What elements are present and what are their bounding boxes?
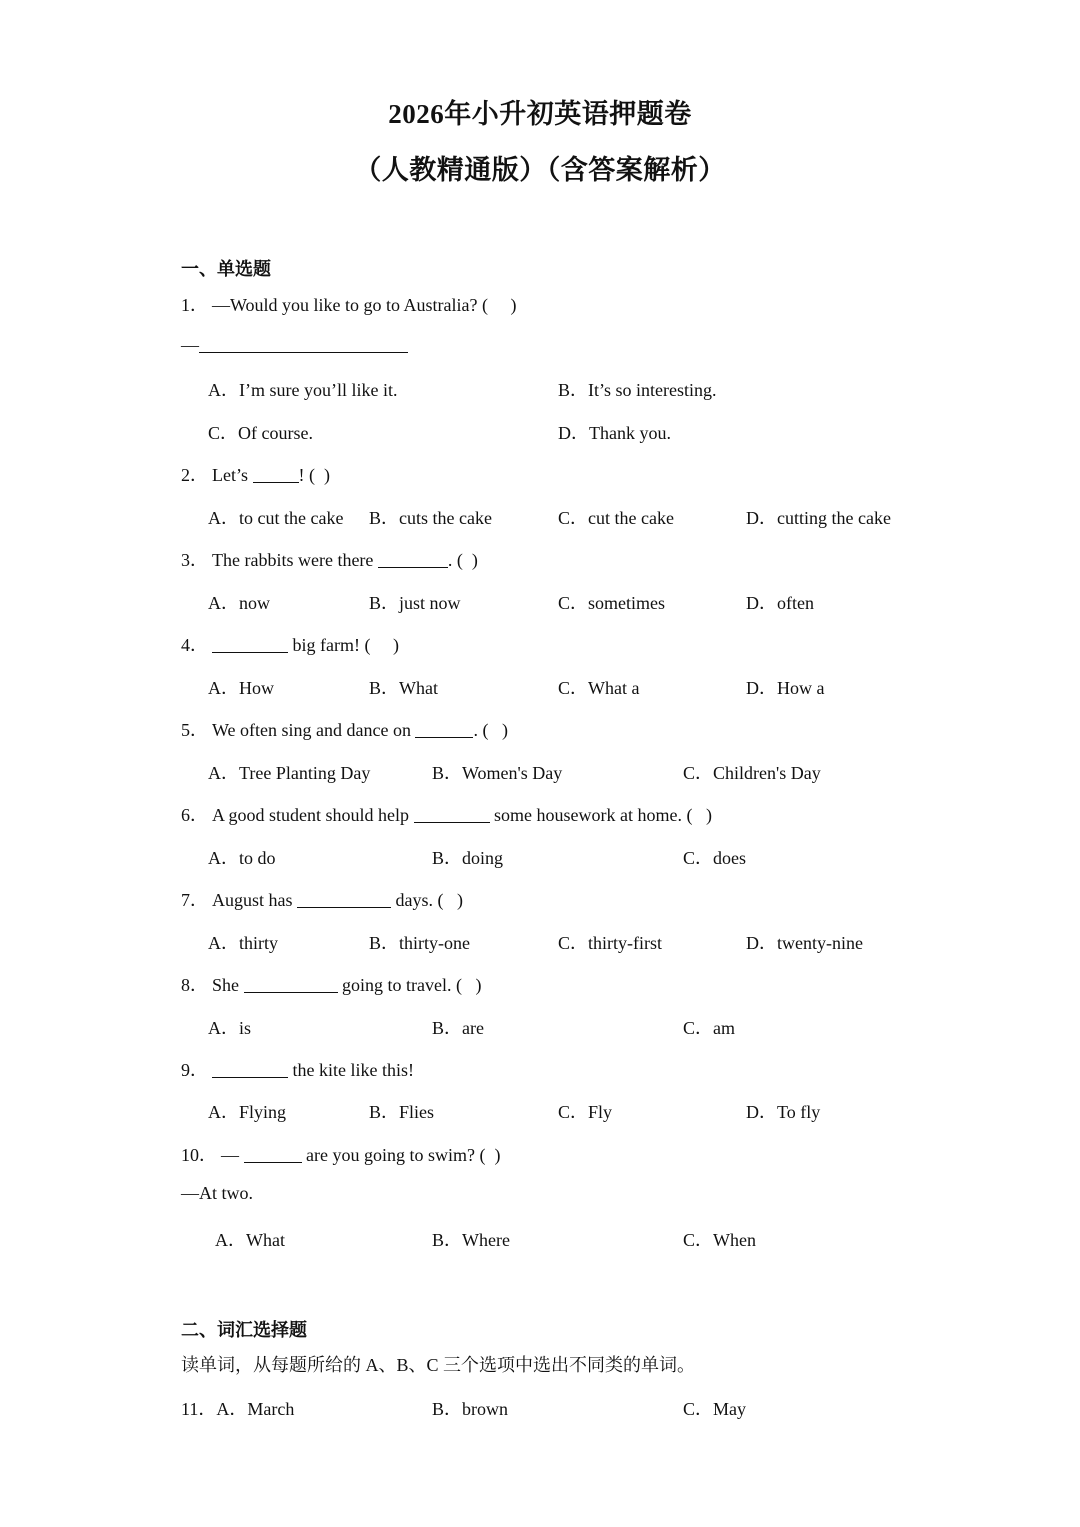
- answer-blank: [415, 719, 473, 738]
- option-a: A．How: [208, 678, 274, 698]
- question-stem-start: —: [221, 1145, 244, 1165]
- question-stem-end: big farm! ( ): [288, 635, 399, 655]
- option-a: A．Flying: [208, 1102, 287, 1122]
- option-a: A．I’m sure you’ll like it.: [208, 380, 398, 400]
- answer-blank: [378, 549, 448, 568]
- question-stem: —Would you like to go to Australia? ( ): [212, 295, 517, 315]
- section-heading-single-choice: 一、单选题: [181, 259, 271, 279]
- option-c: C．When: [683, 1230, 756, 1250]
- answer-blank: [297, 889, 391, 908]
- question-number: 7．: [181, 890, 208, 910]
- option-b: B．cuts the cake: [369, 508, 492, 528]
- document-subtitle: （人教精通版）（含答案解析）: [354, 155, 726, 185]
- document-title: 2026年小升初英语押题卷: [388, 99, 692, 129]
- option-b: B．Flies: [369, 1102, 435, 1122]
- option-a: A．Tree Planting Day: [208, 763, 371, 783]
- question-9: [181, 1056, 414, 1082]
- question-1-reply: [181, 334, 408, 356]
- question-stem-end: going to travel. ( ): [337, 975, 482, 995]
- question-stem-start: We often sing and dance on: [212, 720, 416, 740]
- option-d: D．Thank you.: [558, 423, 671, 443]
- question-number: 8．: [181, 975, 208, 995]
- question-3: [181, 546, 478, 572]
- option-a: A．now: [208, 593, 270, 613]
- option-c: C．am: [683, 1018, 735, 1038]
- option-c: C．thirty-first: [558, 933, 662, 953]
- question-stem-end: the kite like this!: [288, 1060, 414, 1080]
- question-5: [181, 716, 508, 742]
- answer-blank: [253, 464, 299, 483]
- reply-dash: —: [181, 335, 199, 355]
- question-2: [181, 461, 330, 487]
- option-b: B．Where: [432, 1230, 510, 1250]
- option-d: D．cutting the cake: [746, 508, 891, 528]
- option-a: A．thirty: [208, 933, 278, 953]
- option-b: B．It’s so interesting.: [558, 380, 717, 400]
- question-stem-end: some housework at home. ( ): [489, 805, 712, 825]
- option-c: C．sometimes: [558, 593, 665, 613]
- question-number: 3．: [181, 550, 208, 570]
- option-b: B．thirty-one: [369, 933, 470, 953]
- question-11: [181, 1395, 294, 1421]
- option-d: D．twenty-nine: [746, 933, 863, 953]
- option-a: A．is: [208, 1018, 252, 1038]
- question-stem-end: ! ( ): [298, 465, 330, 485]
- option-b: B．doing: [432, 848, 504, 868]
- question-6: [181, 801, 712, 827]
- question-stem-start: A good student should help: [212, 805, 414, 825]
- question-number: 5．: [181, 720, 208, 740]
- question-number: 4．: [181, 635, 208, 655]
- option-c: C．What a: [558, 678, 640, 698]
- option-a: A．to do: [208, 848, 276, 868]
- answer-blank: [244, 1144, 302, 1163]
- answer-blank: [212, 634, 288, 653]
- question-number: 9．: [181, 1060, 208, 1080]
- question-stem-end: are you going to swim? ( ): [301, 1145, 501, 1165]
- question-number: 6．: [181, 805, 208, 825]
- question-number: 11．: [181, 1399, 217, 1419]
- answer-blank: [244, 974, 338, 993]
- option-a: A．to cut the cake: [208, 508, 344, 528]
- question-stem-start: Let’s: [212, 465, 253, 485]
- option-d: D．How a: [746, 678, 825, 698]
- option-c: C．May: [683, 1399, 746, 1419]
- question-stem-start: She: [212, 975, 244, 995]
- question-number: 1．: [181, 295, 208, 315]
- question-stem-start: The rabbits were there: [212, 550, 378, 570]
- question-number: 10．: [181, 1145, 217, 1165]
- option-b: B．are: [432, 1018, 484, 1038]
- option-c: C．Fly: [558, 1102, 613, 1122]
- section-instruction: 读单词，从每题所给的 A、B、C 三个选项中选出不同类的单词。: [181, 1355, 696, 1375]
- question-7: [181, 886, 463, 912]
- answer-blank: [199, 334, 408, 353]
- option-c: C．Children's Day: [683, 763, 821, 783]
- section-heading-vocabulary: 二、词汇选择题: [181, 1320, 307, 1340]
- question-stem-end: . ( ): [447, 550, 478, 570]
- question-10: [181, 1141, 500, 1167]
- option-b: B．just now: [369, 593, 461, 613]
- question-stem-end: days. ( ): [391, 890, 463, 910]
- option-b: B．brown: [432, 1399, 508, 1419]
- question-10-answer-line: —At two.: [181, 1183, 253, 1203]
- option-b: B．Women's Day: [432, 763, 563, 783]
- question-8: [181, 971, 481, 997]
- option-c: C．does: [683, 848, 746, 868]
- option-a: A．March: [216, 1399, 295, 1419]
- question-stem-start: August has: [212, 890, 297, 910]
- question-1: [181, 291, 517, 317]
- answer-blank: [414, 804, 490, 823]
- question-4: [181, 631, 399, 657]
- option-d: D．often: [746, 593, 814, 613]
- question-stem-end: . ( ): [473, 720, 508, 740]
- option-c: C．Of course.: [208, 423, 313, 443]
- answer-blank: [212, 1059, 288, 1078]
- question-number: 2．: [181, 465, 208, 485]
- option-b: B．What: [369, 678, 438, 698]
- option-d: D．To fly: [746, 1102, 821, 1122]
- option-c: C．cut the cake: [558, 508, 674, 528]
- option-a: A．What: [215, 1230, 285, 1250]
